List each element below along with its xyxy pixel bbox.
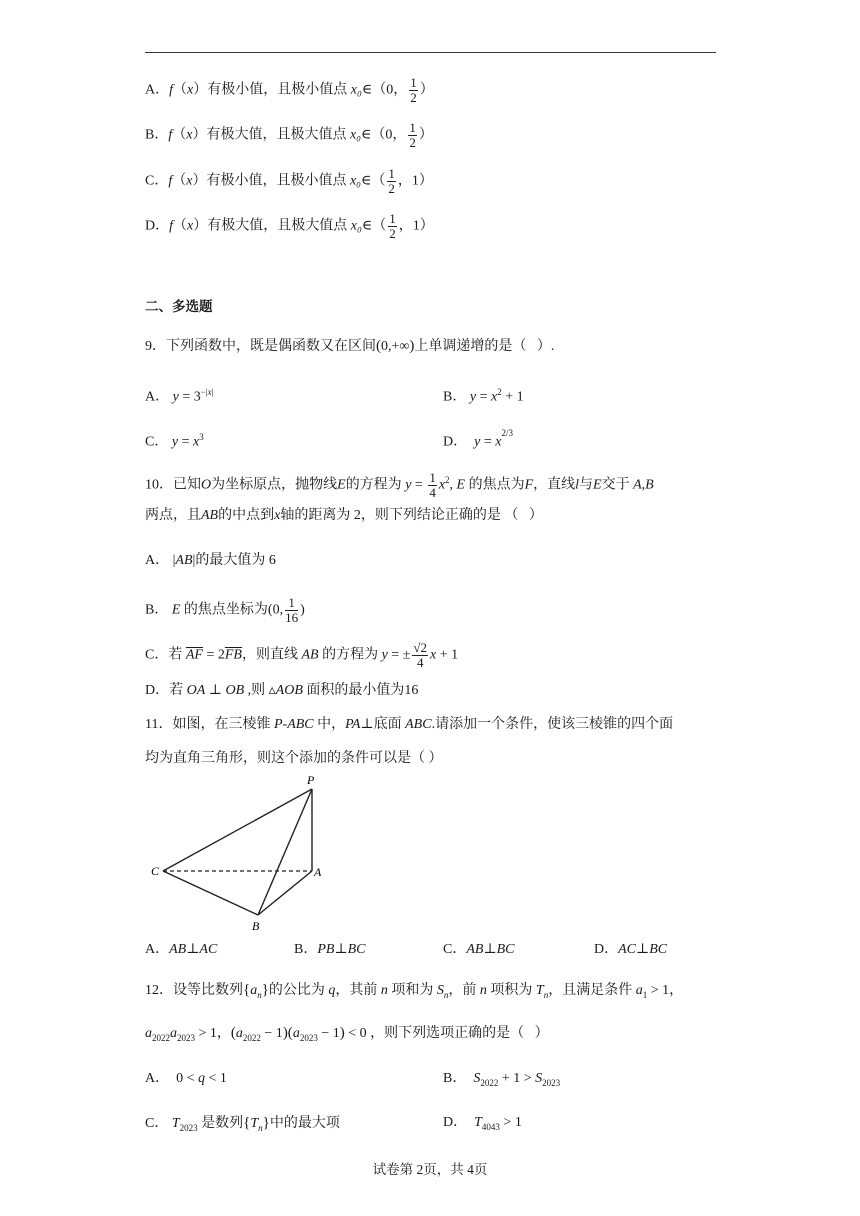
q12-option-c: C． $T_{2023}$ 是数列$\{T_n\}$中的最大项 — [145, 1115, 340, 1133]
q8-option-a: A．f（x）有极小值，且极小值点 x₀∈（0， $\frac{1}{2}$ ） — [145, 75, 434, 105]
q11-stem-line1: 11．如图，在三棱锥 P-ABC 中，PA⊥底面 ABC.请添加一个条件，使该三棱锥的四个面 — [145, 717, 674, 732]
label-a: A — [314, 865, 322, 879]
q12-stem-line2: $a_{2022}a_{2023} > 1$，$(a_{2022} - 1)(a_{2023} - 1) < 0$ ，则下列选项正确的是（ ） — [145, 1025, 549, 1043]
label-b: B — [252, 919, 260, 933]
q8-option-c: C．f（x）有极小值，且极小值点 x₀∈（ $\frac{1}{2}$ ，1） — [145, 166, 433, 196]
q10-option-a: A． |AB|的最大值为 6 — [145, 553, 276, 568]
q12-option-d: D． $T_{4043} > 1$ — [443, 1115, 522, 1132]
edge-cb — [163, 871, 258, 915]
q11-option-c: C．AB⊥BC — [443, 942, 515, 957]
q11-option-b: B．PB⊥BC — [294, 942, 366, 957]
q9-option-d: D． $y = x^{2/3}$ — [443, 428, 513, 450]
page-footer: 试卷第 2页，共 4页 — [372, 1162, 488, 1177]
edge-pb — [258, 789, 312, 915]
edge-ab — [258, 871, 312, 915]
q10-stem-line2: 两点，且AB的中点到x轴的距离为 2，则下列结论正确的是 （ ） — [145, 508, 543, 523]
q12-option-b: B． $S_{2022} + 1 > S_{2023}$ — [443, 1071, 561, 1088]
q11-option-a: A．AB⊥AC — [145, 942, 218, 957]
q9-option-a: A． $y = 3^{-|x|}$ — [145, 387, 214, 405]
label-c: C — [151, 864, 160, 878]
label-p: P — [307, 773, 315, 787]
edge-pc — [163, 789, 312, 871]
pyramid-figure — [140, 770, 340, 940]
q9-stem: 9．下列函数中，既是偶函数又在区间(0,+∞)上单调递增的是（ ）. — [145, 338, 555, 354]
q10-stem-line1: 10．已知O为坐标原点，抛物线E的方程为 y = $\frac{1}{4}$ $x^2$, E 的焦点为F，直线l与E交于 A,B — [145, 469, 654, 500]
q8-option-d: D．f（x）有极大值，且极大值点 x₀∈（ $\frac{1}{2}$ ，1） — [145, 211, 434, 241]
q12-stem-line1: 12．设等比数列$\{a_n\}$的公比为 q，其前 n 项和为 $S_n$，前 n 项积为 $T_n$，且满足条件 $a_1 > 1$， — [145, 982, 684, 1000]
q8-option-b: B．f（x）有极大值，且极大值点 x₀∈（0， $\frac{1}{2}$ ） — [145, 120, 433, 150]
section-title: 二、多选题 — [145, 299, 213, 314]
q9-option-c: C． $y = x^3$ — [145, 432, 204, 450]
q10-option-d: D．若 OA ⊥ OB ,则 ▵AOB 面积的最小值为16 — [145, 683, 419, 698]
header-rule — [145, 52, 716, 53]
q11-option-d: D．AC⊥BC — [594, 942, 668, 957]
q10-option-c: C．若 $\overline{AF} = 2\overline{FB}$，则直线 AB 的方程为 y = ± $\frac{√2}{4}$ x + 1 — [145, 640, 459, 670]
q10-option-b: B． E 的焦点坐标为(0, $\frac{1}{16}$ ) — [145, 595, 305, 625]
q9-option-b: B． $y = x^2 + 1$ — [443, 387, 524, 405]
q12-option-a: A． 0 < q < 1 — [145, 1071, 227, 1086]
q11-stem-line2: 均为直角三角形，则这个添加的条件可以是（ ） — [145, 751, 443, 766]
